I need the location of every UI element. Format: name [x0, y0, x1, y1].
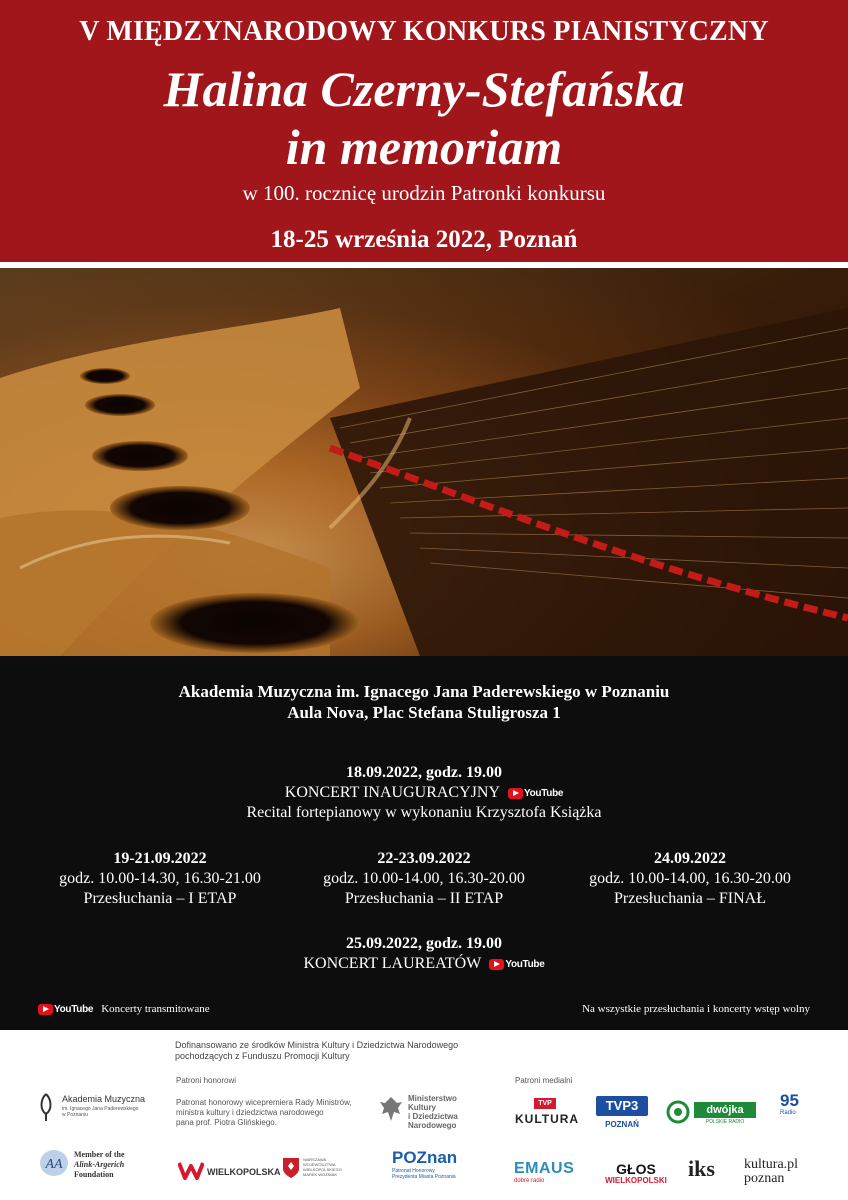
- youtube-badge: [508, 787, 563, 799]
- sponsors-section: [0, 1030, 848, 1200]
- ministry-line-2: Kultury: [408, 1103, 436, 1112]
- streamed-note: Koncerty transmitowane: [101, 1003, 210, 1015]
- kultura-word-2: poznan: [744, 1171, 785, 1186]
- tvp-kultura-logo: [515, 1098, 580, 1126]
- radio-95-sub: Radio: [780, 1110, 796, 1116]
- poster-header: [0, 0, 848, 262]
- in-memoriam: in memoriam: [285, 119, 563, 175]
- tvp-kultura-word: KULTURA: [515, 1112, 580, 1126]
- stage-2-date: 22-23.09.2022: [377, 850, 471, 867]
- alink-line-3: Foundation: [74, 1170, 114, 1179]
- academy-emblem-icon: [36, 1092, 58, 1122]
- iks-word: iks: [688, 1156, 715, 1181]
- competition-title: V MIĘDZYNARODOWY KONKURS PIANISTYCZNY: [79, 16, 769, 47]
- wielkopolska-logo: [178, 1160, 204, 1185]
- poznan-word: POZnan: [392, 1148, 458, 1167]
- youtube-badge: [489, 958, 544, 970]
- patron-name: Halina Czerny-Stefańska: [163, 61, 685, 117]
- tvp-kultura-box: TVP: [534, 1098, 556, 1109]
- poznan-sub-1: Patronat Honorowy: [392, 1168, 435, 1174]
- radio-85-logo: [666, 1100, 690, 1129]
- opening-concert-description: Recital fortepianowy w wykonaniu Krzysztofa Książka: [246, 804, 602, 821]
- glos-word-1: GŁOS: [616, 1161, 656, 1177]
- emaus-word: EMAUS: [514, 1160, 575, 1177]
- piano-illustration: [0, 268, 848, 656]
- venue-name: Akademia Muzyczna im. Ignacego Jana Paderewskiego w Poznaniu: [178, 682, 670, 701]
- poznan-logo: [392, 1148, 472, 1180]
- youtube-badge: [38, 1003, 93, 1015]
- stage-3-column: [550, 849, 830, 909]
- opening-concert-title-row: [0, 784, 848, 802]
- glos-word-2: WIELKOPOLSKI: [605, 1176, 667, 1185]
- honorary-patrons-label: Patroni honorowi: [176, 1076, 237, 1085]
- dwojka-sub: POLSKIE RADIO: [705, 1119, 745, 1125]
- stage-1-hours: godz. 10.00-14.30, 16.30-21.00: [59, 870, 261, 887]
- region-crest: [282, 1157, 300, 1184]
- svg-text:AA: AA: [45, 1157, 63, 1172]
- stage-2-column: [284, 849, 564, 909]
- streamed-note-row: [38, 1003, 210, 1015]
- stage-3-date: 24.09.2022: [654, 850, 726, 867]
- funding-note: [175, 1040, 458, 1062]
- alink-argerich-logo: [38, 1148, 70, 1183]
- anniversary-subtitle: w 100. rocznicę urodzin Patronki konkursu: [242, 181, 606, 205]
- stage-1-date: 19-21.09.2022: [113, 850, 207, 867]
- youtube-word: YouTube: [54, 1003, 94, 1015]
- emaus-logo: [514, 1160, 582, 1184]
- piano-interior-photo: [0, 268, 848, 656]
- competition-dates: 18-25 września 2022, Poznań: [270, 226, 578, 253]
- ministry-line-3: i Dziedzictwa: [408, 1112, 458, 1121]
- academy-logo: [36, 1092, 58, 1127]
- honorary-text-2: ministra kultury i dziedzictwa narodowego: [176, 1108, 324, 1117]
- radio-icon: [666, 1100, 690, 1124]
- alink-line-2: Alink-Argerich: [74, 1160, 125, 1169]
- emaus-sub: dobre radio: [514, 1178, 545, 1184]
- iks-logo: [688, 1156, 715, 1182]
- kultura-poznan-logo: [744, 1158, 814, 1186]
- youtube-word: YouTube: [524, 787, 564, 799]
- radio-95-logo: [780, 1092, 810, 1116]
- youtube-icon: [508, 788, 523, 799]
- marshal-line-3: WIELKOPOLSKIEGO: [303, 1167, 342, 1172]
- academy-sub-1: im. Ignacego Jana Paderewskiego: [62, 1106, 139, 1112]
- radio-95-number: 95: [780, 1091, 799, 1110]
- stage-1-column: [20, 849, 300, 909]
- tvp3-sub: POZNAŃ: [605, 1120, 639, 1129]
- opening-concert-date: 18.09.2022, godz. 19.00: [346, 764, 502, 781]
- academy-sub-2: w Poznaniu: [62, 1112, 88, 1118]
- honorary-text-1: Patronat honorowy wicepremiera Rady Ministrów,: [176, 1098, 352, 1107]
- venue-address: Aula Nova, Plac Stefana Stuligrosza 1: [287, 703, 561, 722]
- laureates-concert-title: KONCERT LAUREATÓW: [303, 955, 482, 972]
- stage-3-name: Przesłuchania – FINAŁ: [614, 890, 766, 907]
- ministry-line-1: Ministerstwo: [408, 1094, 457, 1103]
- polish-eagle-icon: [378, 1094, 404, 1124]
- tvp3-poznan-logo: [596, 1096, 648, 1129]
- ministry-logo: [378, 1094, 404, 1129]
- stage-2-hours: godz. 10.00-14.00, 16.30-20.00: [323, 870, 525, 887]
- media-patrons-label: Patroni medialni: [515, 1076, 573, 1085]
- funding-line-1: Dofinansowano ze środków Ministra Kultury i Dziedzictwa Narodowego: [175, 1040, 459, 1050]
- youtube-icon: [38, 1004, 53, 1015]
- region-crest-icon: [282, 1157, 300, 1179]
- glos-wielkopolski-logo: [604, 1162, 668, 1185]
- laureates-concert-date: 25.09.2022, godz. 19.00: [346, 935, 502, 952]
- tvp3-box: TVP3: [596, 1096, 648, 1116]
- ministry-line-4: Narodowego: [408, 1121, 457, 1130]
- honorary-text-3: pana prof. Piotra Glińskiego.: [176, 1118, 277, 1127]
- dwojka-logo: [694, 1102, 756, 1125]
- kultura-word-1: kultura.pl: [744, 1157, 799, 1172]
- opening-concert-title: KONCERT INAUGURACYJNY: [284, 784, 500, 801]
- laureates-concert-title-row: [0, 955, 848, 973]
- program-section: [0, 656, 848, 1030]
- alink-line-1: Member of the: [74, 1150, 125, 1159]
- free-entry-note: Na wszystkie przesłuchania i koncerty wstęp wolny: [582, 1003, 810, 1015]
- wielkopolska-w-icon: [178, 1160, 204, 1180]
- stage-1-name: Przesłuchania – I ETAP: [83, 890, 237, 907]
- marshal-line-1: WARSZAWA: [303, 1157, 327, 1162]
- dwojka-box: dwójka: [694, 1102, 756, 1118]
- poznan-sub-2: Prezydenta Miasta Poznania: [392, 1174, 456, 1180]
- youtube-icon: [489, 959, 504, 970]
- academy-name: Akademia Muzyczna: [62, 1094, 146, 1104]
- marshal-line-2: WOJEWÓDZTWA: [303, 1162, 336, 1167]
- stage-3-hours: godz. 10.00-14.00, 16.30-20.00: [589, 870, 791, 887]
- marshal-line-4: MAREK WOŹNIAK: [303, 1172, 338, 1177]
- alink-emblem-icon: [38, 1148, 70, 1178]
- funding-line-2: pochodzących z Funduszu Promocji Kultury: [175, 1051, 350, 1061]
- stage-2-name: Przesłuchania – II ETAP: [344, 890, 504, 907]
- youtube-word: YouTube: [505, 958, 545, 970]
- wielkopolska-word: WIELKOPOLSKA: [207, 1167, 281, 1177]
